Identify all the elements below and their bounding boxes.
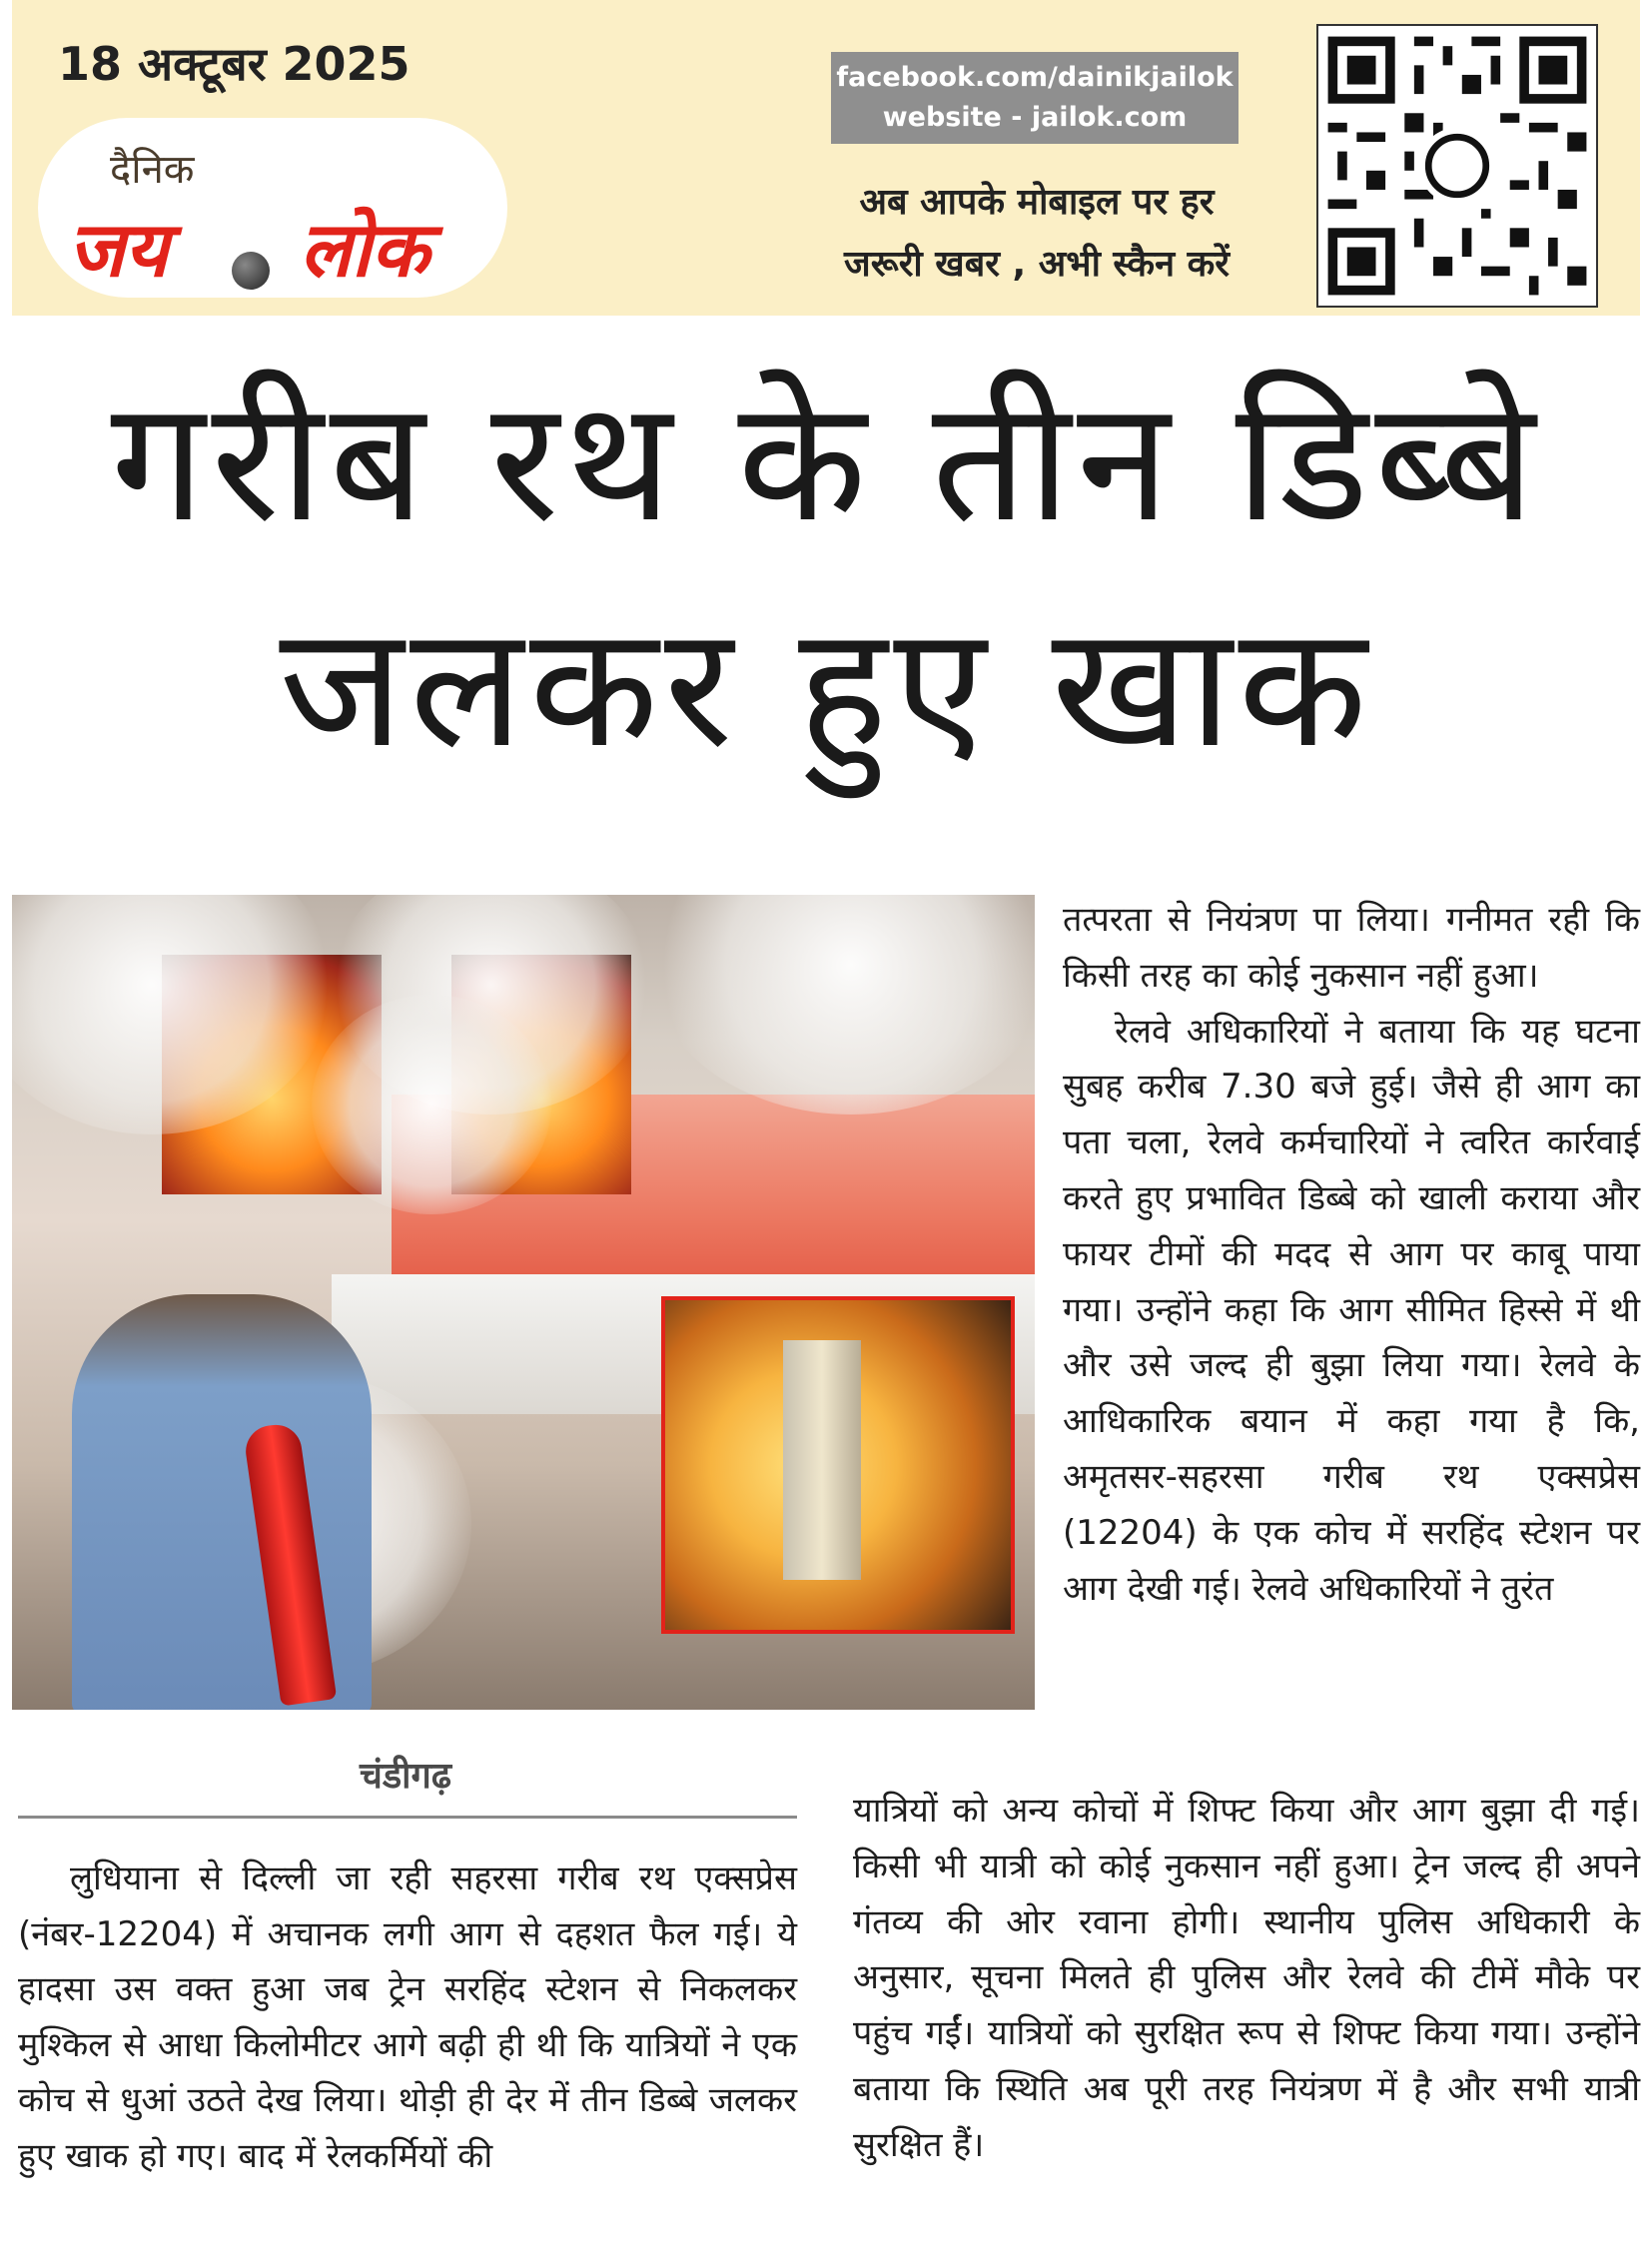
article-column-left xyxy=(18,1852,797,2185)
promo-line-2: जरूरी खबर , अभी स्कैन करें xyxy=(844,244,1230,285)
article-paragraph: रेलवे अधिकारियों ने बताया कि यह घटना सुबह करीब 7.30 बजे हुई। जैसे ही आग का पता चला, रेलवे कर्मचारियों ने त्वरित कार्रवाई करते हुए प्रभावित डिब्बे को खाली कराया और फायर टीमों की मदद से आग पर काबू पाया गया। उन्होंने कहा कि आग सीमित हिस्से में थी और उसे जल्द ही बुझा लिया गया। रेलवे के आधिकारिक बयान में कहा गया है कि, अमृतसर-सहरसा गरीब रथ एक्सप्रेस (12204) के एक कोच में सरहिंद स्टेशन पर आग देखी गई। रेलवे अधिकारियों ने तुरंत xyxy=(1063,1011,1640,1609)
smoke-cloud xyxy=(651,895,1035,1115)
coach-door xyxy=(783,1340,861,1580)
promo-line-1: अब आपके मोबाइल पर हर xyxy=(859,182,1215,223)
article-column-right xyxy=(1063,893,1640,1617)
train-fire-photo xyxy=(12,895,1035,1710)
qr-code-graphic xyxy=(1318,26,1596,306)
article-paragraph: लुधियाना से दिल्ली जा रही सहरसा गरीब रथ एक्सप्रेस (नंबर-12204) में अचानक लगी आग से दहशत फैल गई। ये हादसा उस वक्त हुआ जब ट्रेन सरहिंद स्टेशन से निकलकर मुश्किल से आधा किलोमीटर आगे बढ़ी ही थी कि यात्रियों ने एक कोच से धुआं उठते देख लिया। थोड़ी ही देर में तीन डिब्बे जलकर हुए खाक हो गए। बाद में रेलकर्मियों की xyxy=(18,1859,797,2176)
article-paragraph: तत्परता से नियंत्रण पा लिया। गनीमत रही कि किसी तरह का कोई नुकसान नहीं हुआ। xyxy=(1063,900,1640,996)
logo-word-jai: जय xyxy=(68,205,169,294)
dateline: चंडीगढ़ xyxy=(360,1756,451,1797)
article-column-bottom-right xyxy=(853,1784,1640,2174)
globe-icon xyxy=(232,252,270,290)
divider xyxy=(18,1816,797,1819)
article-paragraph: यात्रियों को अन्य कोचों में शिफ्ट किया और आग बुझा दी गई। किसी भी यात्री को कोई नुकसान नहीं हुआ। ट्रेन जल्द ही अपने गंतव्य की ओर रवाना होगी। स्थानीय पुलिस अधिकारी के अनुसार, सूचना मिलते ही पुलिस और रेलवे की टीमें मौके पर पहुंच गईं। यात्रियों को सुरक्षित रूप से शिफ्ट किया गया। उन्होंने बताया कि स्थिति अब पूरी तरह नियंत्रण में है और सभी यात्री सुरक्षित हैं। xyxy=(853,1791,1640,2165)
logo-jailok xyxy=(68,196,429,299)
website-link[interactable]: website - jailok.com xyxy=(882,102,1188,133)
logo-dainik: दैनिक xyxy=(110,147,195,193)
logo-word-lok: लोक xyxy=(300,205,429,294)
headline-line-1: गरीब रथ के तीन डिब्बे xyxy=(110,364,1542,559)
social-links-box xyxy=(831,52,1239,144)
issue-date: 18 अक्टूबर 2025 xyxy=(58,37,411,91)
facebook-link[interactable]: facebook.com/dainikjailok xyxy=(836,62,1234,93)
headline-line-2: जलकर हुए खाक xyxy=(279,589,1373,785)
qr-code[interactable] xyxy=(1316,24,1598,308)
smoke-cloud xyxy=(312,995,551,1214)
qr-promo-text xyxy=(807,172,1266,296)
inset-photo xyxy=(661,1296,1015,1634)
